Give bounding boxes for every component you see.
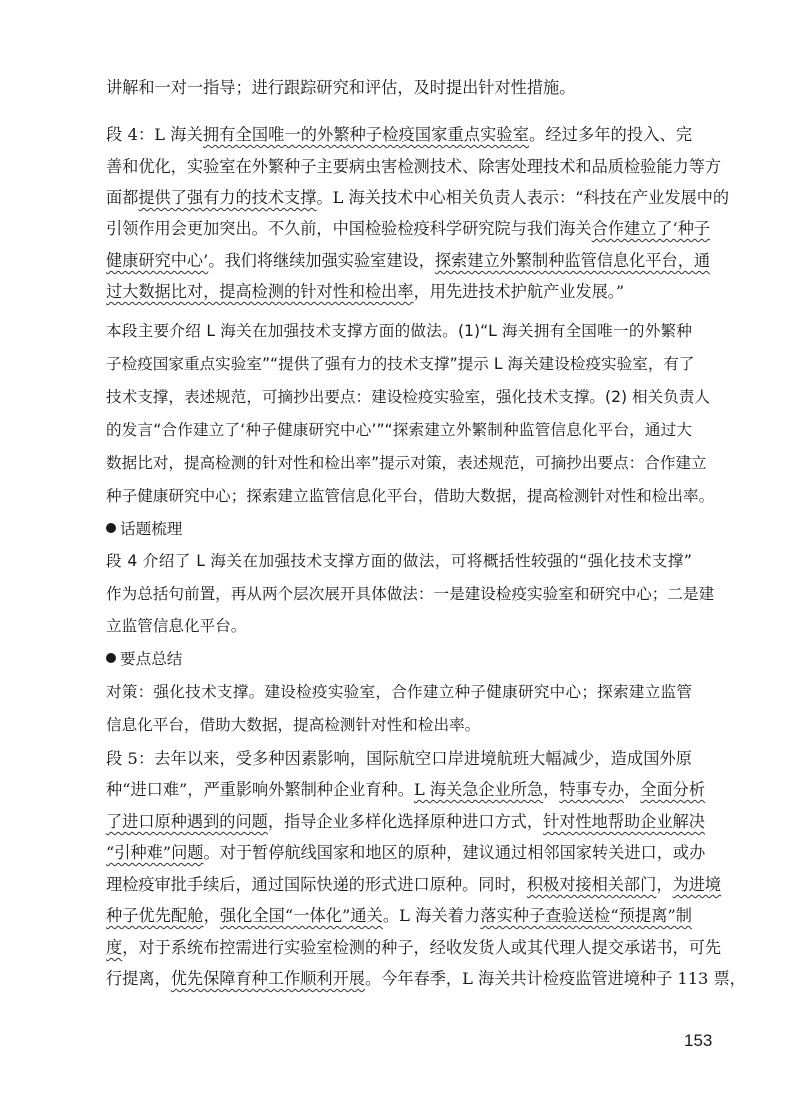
- underlined-key-phrase: 优先保障育种工作顺利开展: [170, 969, 365, 988]
- text-line: [106, 281, 692, 303]
- text-line: [106, 320, 692, 342]
- underlined-key-phrase: L 海关急企业所急: [413, 780, 544, 799]
- section-heading: [106, 648, 692, 670]
- underlined-key-phrase: 提供了强有力的技术支撑: [138, 188, 317, 207]
- topic-text: 立监管信息化平台。: [106, 617, 247, 635]
- paragraph-text: 讲解和一对一指导；进行跟踪研究和评估，及时提出针对性措施。: [106, 78, 576, 97]
- text-line: [106, 386, 711, 408]
- underlined-key-phrase: 探索建立外繁制种监管信息化平台，通: [434, 251, 711, 270]
- para5-text: ，对于系统布控需进行实验室检测的种子，经收发货人或其代理人提交承诺书，可先: [122, 938, 722, 957]
- summary-text: 对策：强化技术支撑。建设检疫实验室，合作建立种子健康研究中心；探索建立监管: [106, 683, 692, 701]
- para5-text: ，: [203, 906, 220, 925]
- text-line: [106, 187, 730, 209]
- underlined-key-phrase: 度: [106, 938, 123, 957]
- underlined-key-phrase: 种子优先配舱: [106, 906, 204, 925]
- para4-text: 面都: [106, 188, 139, 207]
- para5-text: ，: [656, 875, 673, 894]
- para4-text: 善和优化，实验室在外繁种子主要病虫害检测技术、除害处理技术和品质检验能力等方: [106, 157, 722, 176]
- text-line: [106, 583, 715, 605]
- para4-text: ，用先进技术护航产业发展。”: [413, 282, 625, 301]
- text-line: [106, 124, 692, 146]
- underlined-key-phrase: 积极对接相关部门: [526, 875, 657, 894]
- bullet-icon: [106, 523, 116, 533]
- para4-text: 引领作用会更加突出。不久前，中国检验检疫科学研究院与我们海关: [106, 219, 592, 238]
- text-line: [106, 485, 715, 507]
- underlined-key-phrase: 落实种子查验送检“预提离”制: [480, 906, 692, 925]
- para5-text: ，指导企业多样化选择原种进口方式，: [267, 812, 544, 831]
- analysis-text: 技术支撑，表述规范，可摘抄出要点：建设检疫实验室，强化技术支撑。(2) 相关负责人: [106, 388, 711, 406]
- analysis-text: 数据比对，提高检测的针对性和检出率”提示对策，表述规范，可摘抄出要点：合作建立: [106, 454, 707, 472]
- text-line: [106, 779, 706, 801]
- para4-text: 。经过多年的投入、完: [529, 125, 693, 144]
- topic-text: 作为总括句前置，再从两个层次展开具体做法：一是建设检疫实验室和研究中心；二是建: [106, 585, 715, 603]
- text-line: [106, 419, 692, 441]
- underlined-key-phrase: “引种难”问题: [106, 843, 204, 862]
- para5-text: 种“进口难”，严重影响外繁制种企业育种。: [106, 780, 414, 799]
- text-line: [106, 353, 695, 375]
- underlined-key-phrase: 针对性地帮助企业解决: [543, 812, 705, 831]
- bullet-icon: [106, 653, 116, 663]
- section-heading: [106, 518, 692, 540]
- text-line: [106, 156, 722, 178]
- para5-text: ，: [543, 780, 560, 799]
- page-number: 153: [684, 1031, 713, 1050]
- para5-text: 行提离，: [106, 969, 171, 988]
- text-line: [106, 811, 705, 833]
- underlined-key-phrase: 过大数据比对，提高检测的针对性和检出率: [106, 282, 414, 301]
- para4-text: 。我们将继续加强实验室建设，: [208, 251, 435, 270]
- para5-text: 段 5：去年以来，受多种因素影响，国际航空口岸进境航班大幅减少，造成国外原: [106, 749, 692, 768]
- text-line: [106, 681, 692, 703]
- para4-text: 段 4：L 海关: [106, 125, 203, 144]
- text-line: [106, 550, 692, 572]
- underlined-key-phrase: 拥有全国唯一的外繁种子检疫国家重点实验室: [202, 125, 530, 144]
- para5-text: 。对于暂停航线国家和地区的原种，建议通过相邻国家转关进口，或办: [203, 843, 706, 862]
- summary-text: 信息化平台，借助大数据，提高检测针对性和检出率。: [106, 716, 481, 734]
- text-line: [106, 615, 692, 637]
- analysis-text: 的发言“合作建立了‘种子健康研究中心’”“探索建立外繁制种监管信息化平台，通过大: [106, 421, 692, 439]
- para5-text: 。L 海关着力: [382, 906, 481, 925]
- analysis-text: 种子健康研究中心；探索建立监管信息化平台，借助大数据，提高检测针对性和检出率。: [106, 487, 715, 505]
- text-line: [106, 937, 722, 959]
- text-line: [106, 968, 746, 990]
- para5-text: ，: [624, 780, 641, 799]
- text-line: [106, 748, 692, 770]
- underlined-key-phrase: 合作建立了‘种子: [591, 219, 711, 238]
- analysis-text: 子检疫国家重点实验室”“提供了强有力的技术支撑”提示 L 海关建设检疫实验室，有了: [106, 355, 695, 373]
- para4-text: 。L 海关技术中心相关负责人表示：“科技在产业发展中的: [316, 188, 730, 207]
- text-line: [106, 714, 692, 736]
- text-line: [106, 452, 707, 474]
- underlined-key-phrase: 强化全国“一体化”通关: [219, 906, 383, 925]
- text-line: [106, 77, 692, 99]
- text-line: [106, 874, 722, 896]
- analysis-text: 本段主要介绍 L 海关在加强技术支撑方面的做法。(1)“L 海关拥有全国唯一的外繁种: [106, 322, 692, 340]
- underlined-key-phrase: 健康研究中心’: [106, 251, 209, 270]
- para5-text: 。今年春季，L 海关共计检疫监管进境种子 113 票，: [365, 969, 746, 988]
- underlined-key-phrase: 了进口原种遇到的问题: [106, 812, 268, 831]
- text-line: [106, 218, 711, 240]
- topic-text: 段 4 介绍了 L 海关在加强技术支撑方面的做法，可将概括性较强的“强化技术支撑”: [106, 552, 692, 570]
- para5-text: 理检疫审批手续后，通过国际快递的形式进口原种。同时，: [106, 875, 527, 894]
- underlined-key-phrase: 为进境: [672, 875, 722, 894]
- text-line: [106, 842, 706, 864]
- underlined-key-phrase: 特事专办: [559, 780, 625, 799]
- text-line: [106, 905, 692, 927]
- underlined-key-phrase: 全面分析: [640, 780, 706, 799]
- heading-text: 话题梳理: [120, 520, 183, 538]
- heading-text: 要点总结: [120, 650, 183, 668]
- text-line: [106, 250, 711, 272]
